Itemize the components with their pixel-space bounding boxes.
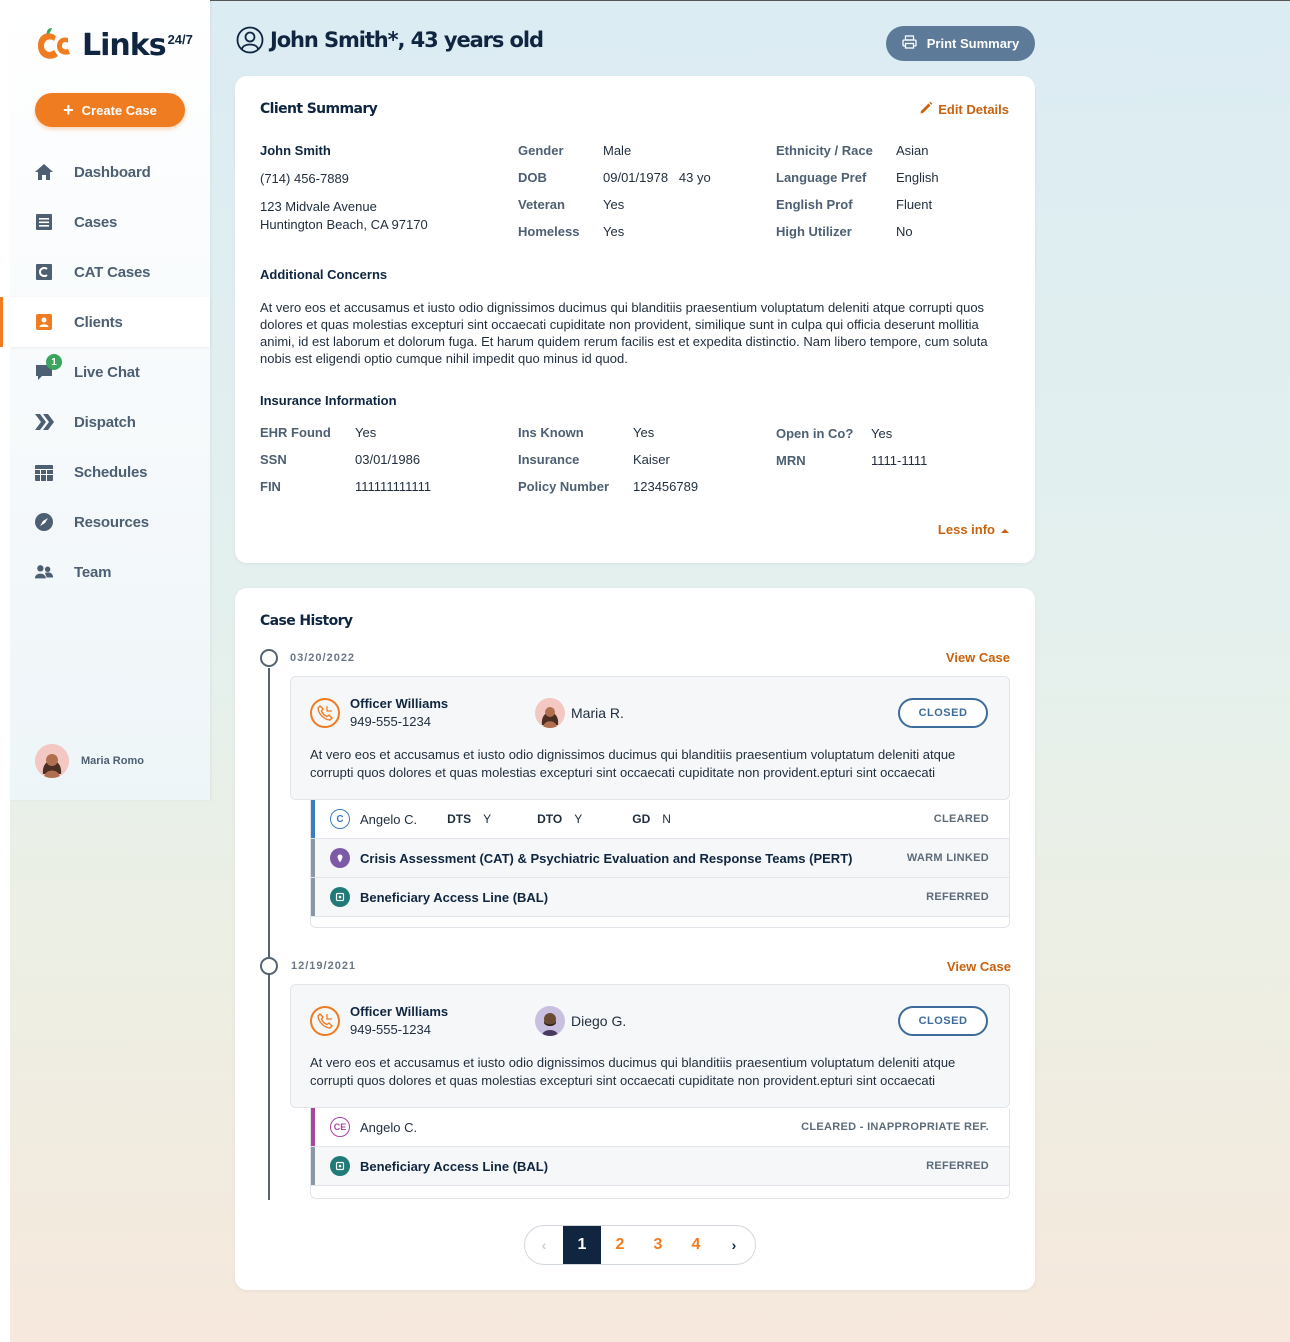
nav-label: Live Chat — [74, 363, 140, 381]
dts-value: Y — [483, 812, 492, 826]
field-label: Language Pref — [776, 170, 867, 185]
row-accent — [311, 1147, 315, 1185]
case-subrows — [310, 1108, 1010, 1199]
flag-group — [537, 812, 582, 826]
insurance-title: Insurance Information — [260, 393, 397, 408]
clinician-icon: CE — [330, 1117, 350, 1137]
page-header — [236, 26, 543, 54]
case-history-card — [235, 588, 1035, 1290]
nav-item-clients[interactable] — [10, 297, 210, 347]
client-summary-title: Client Summary — [260, 101, 378, 117]
client-address-line1: 123 Midvale Avenue — [260, 199, 377, 214]
chat-badge: 1 — [46, 354, 62, 370]
dto-value: Y — [574, 812, 583, 826]
ins-label: MRN — [776, 453, 806, 468]
field-value: Yes — [603, 224, 625, 239]
cat-cases-icon — [34, 262, 54, 282]
field-label: Gender — [518, 143, 564, 158]
ins-label: Policy Number — [518, 479, 610, 494]
case-worker — [535, 1006, 626, 1036]
phone-line-icon — [330, 887, 350, 907]
nav-label: Dashboard — [74, 163, 151, 181]
additional-concerns-title: Additional Concerns — [260, 267, 388, 282]
print-label: Print Summary — [926, 36, 1020, 51]
compass-icon — [34, 512, 54, 532]
additional-concerns-text: At vero eos et accusamus et iusto odio dignissimos ducimus qui blanditiis praesentium voluptatum deleniti atque corrupti quos dolores et quas molestias excepturi sint occaecati cupiditate non provident, similique sunt in culpa qui officia deserunt mollitia animi, id est laborum et dolorum fuga. Et harum quidem rerum facilis est et expedita distinctio. Nam libero tempore, cum soluta nobis est eligendi optio cumque nihil impedit quo minus id quod. — [260, 300, 988, 366]
row-accent — [311, 878, 315, 916]
gd-value: N — [662, 812, 671, 826]
plus-icon: + — [63, 100, 74, 120]
subrow-referral[interactable] — [311, 1147, 1009, 1186]
subrow-assessment[interactable] — [311, 1108, 1009, 1147]
dto-label: DTO — [537, 812, 563, 826]
calendar-icon — [34, 462, 54, 482]
field-value: Asian — [896, 143, 929, 158]
nav-label: Schedules — [74, 463, 148, 481]
client-address-line2: Huntington Beach, CA 97170 — [260, 217, 428, 232]
timeline-dot — [260, 649, 278, 667]
nav-label: CAT Cases — [74, 263, 151, 281]
flag-group — [447, 812, 491, 826]
orange-logo-icon — [34, 26, 80, 66]
view-case-link[interactable]: View Case — [946, 959, 1011, 974]
ins-label: Open in Co? — [776, 426, 854, 441]
ins-value: Kaiser — [633, 452, 670, 467]
timeline-line — [268, 668, 270, 1200]
location-pin-icon — [330, 848, 350, 868]
page-button[interactable]: 3 — [653, 1236, 663, 1253]
nav-item-cases[interactable] — [10, 197, 210, 247]
nav-item-cat-cases[interactable] — [10, 247, 210, 297]
phone-line-icon — [330, 1156, 350, 1176]
nav-item-dashboard[interactable] — [10, 147, 210, 197]
subrow-referral[interactable] — [311, 839, 1009, 878]
client-name: John Smith — [260, 143, 331, 158]
page-button[interactable]: 1 — [563, 1225, 601, 1265]
case-description: At vero eos et accusamus et iusto odio dignissimos ducimus qui blanditiis praesentium voluptatum deleniti atque corrupti quos dolores et quas molestias excepturi sint occaecati cupiditate non provident.epturi sint occaecati — [310, 747, 956, 780]
subrow-status: CLEARED — [933, 813, 989, 825]
field-label: High Utilizer — [776, 224, 852, 239]
subrow-name: Beneficiary Access Line (BAL) — [360, 1158, 549, 1174]
subrow-assessment[interactable] — [311, 800, 1009, 839]
left-edge — [0, 0, 10, 1342]
avatar — [535, 1006, 565, 1036]
client-summary-card — [235, 76, 1035, 563]
sidebar — [10, 0, 210, 800]
pagination — [524, 1225, 756, 1265]
ins-value: 03/01/1986 — [355, 452, 421, 467]
ins-value: Yes — [871, 426, 893, 441]
subrow-status: CLEARED - INAPPROPRIATE REF. — [801, 1121, 989, 1133]
logo[interactable] — [34, 26, 193, 66]
view-case-link[interactable]: View Case — [945, 650, 1010, 665]
field-label: Veteran — [518, 197, 565, 212]
case-subrows — [310, 800, 1010, 928]
pencil-icon — [919, 101, 933, 118]
case-worker — [535, 698, 624, 728]
nav-label: Team — [74, 563, 112, 581]
ins-value: 111111111111 — [355, 479, 432, 494]
ins-label: Insurance — [518, 452, 580, 467]
nav-label: Resources — [74, 513, 149, 531]
nav-label: Clients — [74, 313, 123, 331]
field-value: Yes — [603, 197, 625, 212]
ins-label: EHR Found — [260, 425, 331, 440]
users-icon — [34, 562, 54, 582]
case-description: At vero eos et accusamus et iusto odio dignissimos ducimus qui blanditiis praesentium voluptatum deleniti atque corrupti quos dolores et quas molestias excepturi sint occaecati cupiditate non provident.epturi sint occaecati — [310, 1055, 956, 1088]
client-phone: (714) 456-7889 — [260, 171, 349, 186]
row-accent — [311, 1108, 315, 1146]
ins-value: Yes — [633, 425, 655, 440]
dts-label: DTS — [447, 812, 472, 826]
status-badge: CLOSED — [898, 698, 988, 728]
caret-up-icon — [1001, 522, 1009, 537]
create-case-label: Create Case — [81, 102, 157, 118]
ins-value: 123456789 — [633, 479, 699, 494]
avatar — [535, 698, 565, 728]
create-case-button[interactable] — [35, 93, 185, 127]
printer-icon — [902, 35, 917, 52]
field-label: English Prof — [776, 197, 853, 212]
client-card-icon — [34, 312, 54, 332]
officer-phone: 949-555-1234 — [350, 714, 431, 729]
nav-item-live-chat[interactable] — [10, 347, 210, 397]
main-nav — [10, 147, 210, 597]
nav-item-schedules[interactable] — [10, 447, 210, 497]
phone-call-icon — [310, 1006, 340, 1036]
prev-page-button[interactable]: ‹ — [541, 1237, 547, 1253]
page-button[interactable]: 2 — [615, 1236, 625, 1253]
case-card[interactable] — [290, 984, 1010, 1108]
field-value: 09/01/1978 43 yo — [603, 170, 711, 185]
case-date: 12/19/2021 — [291, 960, 357, 972]
nav-label: Dispatch — [74, 413, 136, 431]
row-accent — [311, 800, 315, 838]
subrow-name: Angelo C. — [360, 811, 418, 827]
subrow-status: WARM LINKED — [906, 852, 989, 864]
row-accent — [311, 839, 315, 877]
ins-label: SSN — [260, 452, 287, 467]
logo-superscript: 24/7 — [167, 32, 193, 47]
gd-label: GD — [632, 812, 651, 826]
page-button[interactable]: 4 — [691, 1236, 701, 1253]
chat-bubble-icon — [34, 356, 57, 382]
print-summary-button[interactable] — [886, 26, 1035, 61]
officer-name: Officer Williams — [350, 1004, 449, 1019]
ins-value: 1111-1111 — [871, 453, 928, 468]
page-title: John Smith*, 43 years old — [270, 28, 543, 52]
subrow-status: REFERRED — [926, 1160, 989, 1172]
case-card[interactable] — [290, 676, 1010, 800]
nav-item-team[interactable] — [10, 547, 210, 597]
officer-name: Officer Williams — [350, 696, 449, 711]
home-icon — [34, 162, 54, 182]
worker-name: Diego G. — [571, 1013, 627, 1029]
user-name: Maria Romo — [81, 755, 144, 767]
nav-item-dispatch[interactable] — [10, 397, 210, 447]
clinician-icon: C — [330, 809, 350, 829]
less-info-toggle[interactable] — [938, 522, 1009, 537]
subrow-referral[interactable] — [311, 878, 1009, 917]
officer-phone: 949-555-1234 — [350, 1022, 431, 1037]
field-value: Fluent — [896, 197, 933, 212]
case-date: 03/20/2022 — [290, 652, 356, 664]
field-label: Ethnicity / Race — [776, 143, 873, 158]
field-value: English — [896, 170, 939, 185]
ins-label: Ins Known — [518, 425, 584, 440]
subrow-name: Angelo C. — [360, 1119, 418, 1135]
worker-name: Maria R. — [571, 705, 624, 721]
subrow-name: Beneficiary Access Line (BAL) — [360, 889, 549, 905]
next-page-button[interactable]: › — [731, 1237, 737, 1253]
case-history-title: Case History — [260, 613, 353, 629]
edit-details-link[interactable] — [919, 101, 1009, 118]
status-badge: CLOSED — [898, 1006, 988, 1036]
flag-group — [632, 812, 671, 826]
document-list-icon — [34, 212, 54, 232]
ins-value: Yes — [355, 425, 377, 440]
nav-item-resources[interactable] — [10, 497, 210, 547]
field-value: No — [896, 224, 913, 239]
subrow-status: REFERRED — [926, 891, 989, 903]
timeline-dot — [260, 957, 278, 975]
avatar — [35, 744, 69, 778]
logo-text: Links — [82, 28, 166, 63]
nav-label: Cases — [74, 213, 118, 231]
field-value: Male — [603, 143, 632, 158]
field-label: Homeless — [518, 224, 580, 239]
double-chevron-icon — [34, 412, 54, 432]
field-label: DOB — [518, 170, 547, 185]
phone-call-icon — [310, 698, 340, 728]
ins-label: FIN — [260, 479, 281, 494]
subrow-name: Crisis Assessment (CAT) & Psychiatric Evaluation and Response Teams (PERT) — [360, 850, 853, 866]
current-user[interactable] — [35, 744, 144, 778]
edit-details-label: Edit Details — [938, 102, 1009, 117]
user-circle-icon — [236, 26, 264, 54]
less-info-label: Less info — [937, 522, 995, 537]
